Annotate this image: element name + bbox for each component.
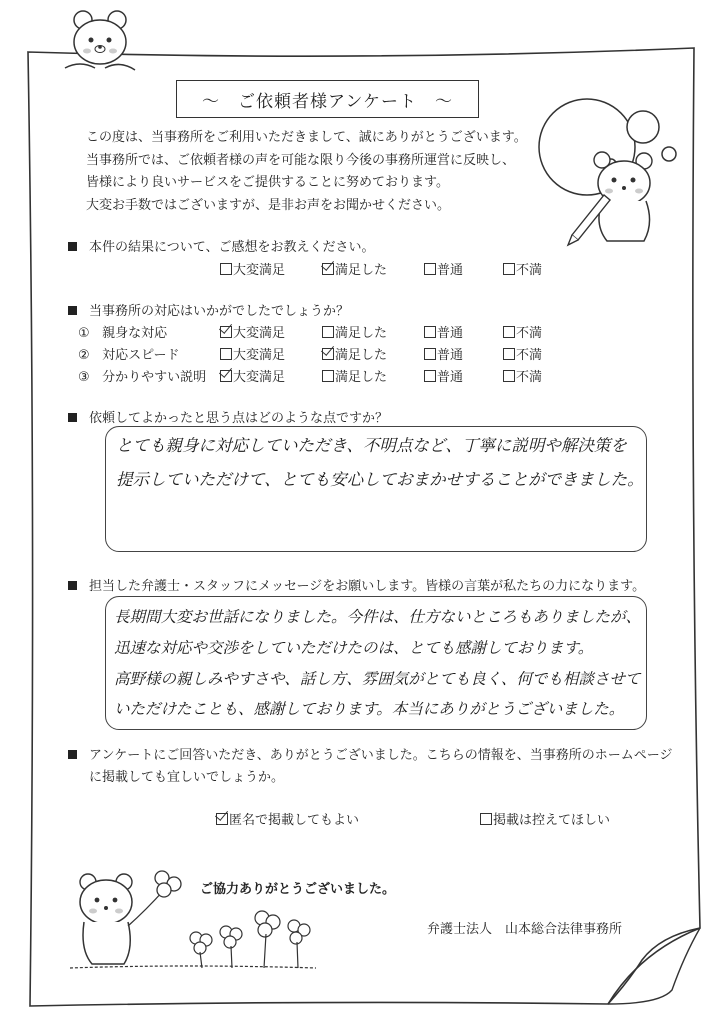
q4-answer-line: 長期間大変お世話になりました。今件は、仕方ないところもありましたが、 bbox=[114, 608, 642, 626]
q2-option[interactable] bbox=[503, 322, 542, 341]
q3-answer-line: とても親身に対応していただき、不明点など、丁寧に説明や解決策を bbox=[116, 436, 627, 455]
option-label: 満足した bbox=[335, 263, 388, 278]
q5-question bbox=[68, 744, 672, 763]
intro-line: この度は、当事務所をご利用いただきまして、誠にありがとうございます。 bbox=[86, 130, 527, 145]
bear-pencil-icon bbox=[532, 95, 702, 255]
checkbox-icon[interactable] bbox=[220, 348, 232, 360]
bullet-square-icon bbox=[68, 581, 77, 590]
checkbox-checked-icon[interactable] bbox=[220, 326, 232, 338]
q2-option[interactable] bbox=[424, 366, 463, 385]
q5-question-cont: に掲載しても宜しいでしょうか。 bbox=[89, 770, 285, 785]
option-label: 不満 bbox=[516, 263, 543, 278]
q5-option[interactable] bbox=[480, 809, 610, 828]
checkbox-checked-icon[interactable] bbox=[322, 348, 334, 360]
q4-question-text: 担当した弁護士・スタッフにメッセージをお願いします。皆様の言葉が私たちの力になります。 bbox=[89, 579, 646, 594]
checkbox-checked-icon[interactable] bbox=[322, 263, 334, 275]
option-label: 普通 bbox=[437, 263, 464, 278]
intro-line: 大変お手数ではございますが、是非お声をお聞かせください。 bbox=[86, 197, 451, 213]
option-label: 満足した bbox=[335, 370, 388, 385]
q2-option[interactable] bbox=[220, 366, 285, 385]
bullet-square-icon bbox=[68, 242, 77, 251]
option-label: 普通 bbox=[437, 326, 464, 341]
q2-option[interactable] bbox=[424, 322, 463, 341]
q3-answer-line: 提示していただけて、とても安心しておまかせすることができました。 bbox=[116, 470, 644, 489]
bullet-square-icon bbox=[68, 750, 77, 759]
q2-option[interactable] bbox=[220, 344, 285, 363]
q2-option[interactable] bbox=[322, 344, 387, 363]
q2-option[interactable] bbox=[322, 322, 387, 341]
q3-question bbox=[68, 407, 388, 426]
checkbox-icon[interactable] bbox=[424, 348, 436, 360]
row-label: 対応スピード bbox=[102, 348, 180, 363]
option-label: 普通 bbox=[437, 370, 464, 385]
q1-question-text: 本件の結果について、ご感想をお教えください。 bbox=[89, 240, 375, 255]
option-label: 匿名で掲載してもよい bbox=[229, 813, 360, 828]
q4-answer-line: いただけたことも、感謝しております。本当にありがとうございました。 bbox=[114, 700, 625, 718]
q2-question-text: 当事務所の対応はいかがでしたでしょうか？ bbox=[89, 304, 350, 319]
q2-row-label bbox=[78, 366, 206, 385]
checkbox-icon[interactable] bbox=[322, 370, 334, 382]
row-label: 親身な対応 bbox=[102, 326, 168, 341]
checkbox-checked-icon[interactable] bbox=[220, 370, 232, 382]
q1-option[interactable] bbox=[220, 259, 285, 278]
row-label: 分かりやすい説明 bbox=[102, 370, 207, 385]
q4-answer-line: 高野様の親しみやすさや、話し方、雰囲気がとても良く、何でも相談させて bbox=[114, 670, 641, 688]
q1-option[interactable] bbox=[424, 259, 463, 278]
q1-question bbox=[68, 236, 374, 255]
q4-answer-line: 迅速な対応や交渉をしていただけたのは、とても感謝しております。 bbox=[114, 639, 594, 657]
q2-row-label bbox=[78, 322, 167, 341]
option-label: 大変満足 bbox=[233, 370, 286, 385]
q2-option[interactable] bbox=[220, 322, 285, 341]
option-label: 不満 bbox=[516, 348, 543, 363]
option-label: 普通 bbox=[437, 348, 464, 363]
checkbox-icon[interactable] bbox=[480, 813, 492, 825]
q1-option[interactable] bbox=[503, 259, 542, 278]
bear-corner-icon bbox=[55, 8, 145, 88]
bullet-square-icon bbox=[68, 306, 77, 315]
checkbox-icon[interactable] bbox=[424, 263, 436, 275]
intro-line: 皆様により良いサービスをご提供することに努めております。 bbox=[86, 175, 449, 190]
intro-text bbox=[86, 127, 527, 217]
q2-option[interactable] bbox=[322, 366, 387, 385]
q2-option[interactable] bbox=[424, 344, 463, 363]
row-number: ③ bbox=[78, 370, 90, 385]
option-label: 不満 bbox=[516, 326, 543, 341]
q5-option[interactable] bbox=[216, 809, 359, 828]
checkbox-icon[interactable] bbox=[424, 370, 436, 382]
q2-row-label bbox=[78, 344, 180, 363]
row-number: ① bbox=[78, 326, 90, 341]
option-label: 掲載は控えてほしい bbox=[493, 813, 611, 828]
checkbox-icon[interactable] bbox=[503, 348, 515, 360]
q3-question-text: 依頼してよかったと思う点はどのような点ですか？ bbox=[89, 411, 389, 426]
thanks-message: ご協力ありがとうございました。 bbox=[200, 882, 396, 897]
q2-option[interactable] bbox=[503, 366, 542, 385]
checkbox-icon[interactable] bbox=[424, 326, 436, 338]
q2-option[interactable] bbox=[503, 344, 542, 363]
survey-title: ～ ご依頼者様アンケート ～ bbox=[176, 80, 479, 118]
checkbox-icon[interactable] bbox=[220, 263, 232, 275]
option-label: 大変満足 bbox=[233, 326, 286, 341]
checkbox-icon[interactable] bbox=[322, 326, 334, 338]
checkbox-checked-icon[interactable] bbox=[216, 813, 228, 825]
checkbox-icon[interactable] bbox=[503, 263, 515, 275]
intro-line: 当事務所では、ご依頼者様の声を可能な限り今後の事務所運営に反映し、 bbox=[86, 152, 516, 168]
option-label: 大変満足 bbox=[233, 348, 286, 363]
q4-question bbox=[68, 575, 645, 594]
option-label: 大変満足 bbox=[233, 263, 286, 278]
option-label: 満足した bbox=[335, 348, 388, 363]
bullet-square-icon bbox=[68, 413, 77, 422]
option-label: 不満 bbox=[516, 370, 543, 385]
q5-question-text: アンケートにご回答いただき、ありがとうございました。こちらの情報を、当事務所のホームページ bbox=[89, 748, 673, 763]
q1-option[interactable] bbox=[322, 259, 387, 278]
option-label: 満足した bbox=[335, 326, 388, 341]
firm-name: 弁護士法人 山本総合法律事務所 bbox=[427, 922, 623, 937]
checkbox-icon[interactable] bbox=[503, 370, 515, 382]
checkbox-icon[interactable] bbox=[503, 326, 515, 338]
q2-question bbox=[68, 300, 349, 319]
row-number: ② bbox=[78, 348, 90, 363]
